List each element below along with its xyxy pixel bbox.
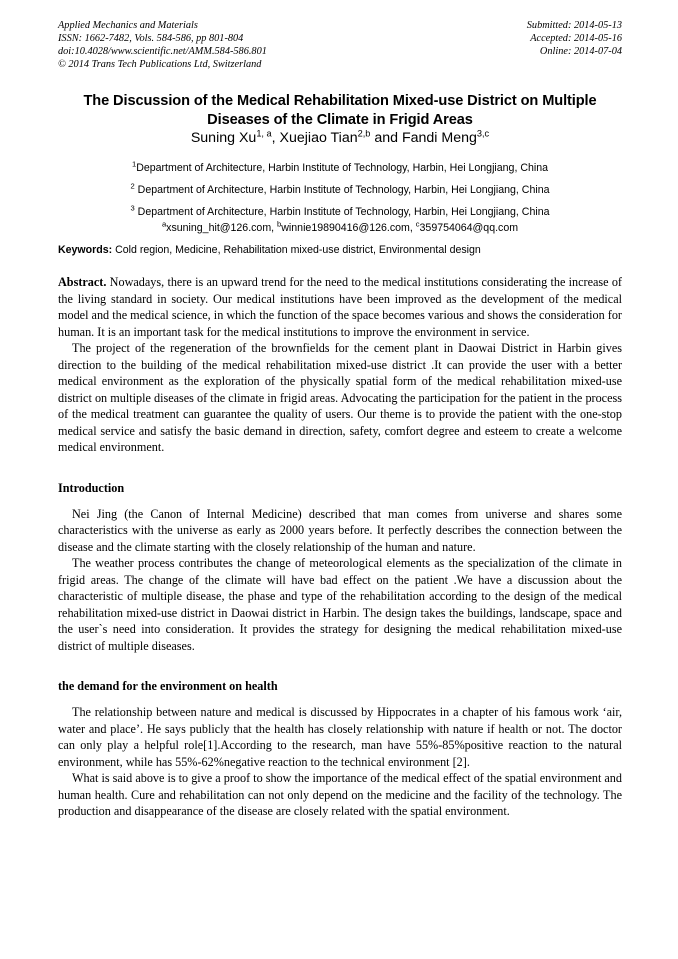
email-address[interactable]: winnie19890416@126.com [281, 222, 410, 234]
journal-header [58, 19, 622, 71]
author-name: Suning Xu [190, 130, 257, 146]
author-entry [191, 130, 272, 146]
email-address[interactable]: xsuning_hit@126.com [166, 222, 272, 234]
heading-spacer [58, 497, 622, 506]
affiliation-line [58, 201, 622, 223]
section-paragraph: What is said above is to give a proof to show the importance of the medical effect of the spatial environment and human health. Cure and rehabilitation can not only depend on the medicine and the facility of the technology. The production and disappearance of the disease are closely related with the spatial environment. [58, 771, 622, 819]
author-affiliation-marker: 1, a [256, 128, 272, 139]
author-name: Fandi Meng [401, 130, 477, 146]
email-separator: , [271, 222, 278, 234]
journal-header-row [58, 32, 622, 45]
page-title: The Discussion of the Medical Rehabilitation Mixed-use District on Multiple Diseases of the Climate in Frigid Areas [83, 92, 597, 129]
affiliation-line [58, 179, 622, 201]
email-line [58, 221, 622, 235]
abstract-paragraph: The project of the regeneration of the brownfields for the cement plant in Daowai District in Harbin gives direction to the building of the medical rehabilitation mixed-use district .It can provide the user with a better medical environment as the exploration of the physically spatial form of the medical rehabilitation mixed-use district on multiple diseases of the climate in frigid areas. Advocating the participation for the patient in the process of the medical treatment can guarantee the quality of users. Our theme is to provide the patient with the one-stop medical service and satisfy the basic demand in direction, safety, comfort degree and esteem to create a welcome medical environment. [58, 341, 622, 455]
abstract-paragraph [58, 274, 622, 340]
author-entry [402, 130, 489, 146]
online-date: Online: 2014-07-04 [539, 46, 622, 58]
email-marker: b [277, 219, 282, 229]
author-name: Xuejiao Tian [279, 130, 358, 146]
journal-header-row [58, 19, 622, 32]
email-address[interactable]: 359754064@qq.com [419, 222, 519, 234]
journal-header-row [58, 45, 622, 58]
author-separator: and [370, 130, 402, 146]
author-separator: , [271, 130, 280, 146]
section-heading-introduction: Introduction [58, 481, 125, 496]
affiliation-text: Department of Architecture, Harbin Institute of Technology, Harbin, Hei Longjiang, China [137, 206, 550, 218]
affiliation-marker: 1 [131, 159, 137, 169]
author-affiliation-marker: 2,b [357, 128, 371, 139]
accepted-date: Accepted: 2014-05-16 [530, 33, 622, 45]
keywords-label: Keywords: [58, 244, 113, 256]
submitted-date: Submitted: 2014-05-13 [526, 20, 622, 31]
affiliation-marker: 2 [130, 181, 135, 191]
keywords-value: Cold region, Medicine, Rehabilitation mixed-use district, Environmental design [112, 244, 481, 256]
author-list [58, 129, 622, 148]
affiliation-marker: 3 [130, 203, 135, 213]
article-body [58, 274, 622, 820]
affiliation-line [58, 157, 622, 179]
copyright-line: © 2014 Trans Tech Publications Ltd, Switzerland [58, 59, 262, 71]
section-heading-demand-for-environment-on-health: the demand for the environment on health [58, 679, 278, 694]
journal-header-row [58, 58, 622, 71]
heading-spacer [58, 695, 622, 704]
email-marker: c [415, 219, 420, 229]
email-separator: , [409, 222, 416, 234]
affiliation-text: Department of Architecture, Harbin Institute of Technology, Harbin, Hei Longjiang, China [136, 162, 549, 174]
section-paragraph: The weather process contributes the change of meteorological elements as the specialization of the climate in frigid areas. The change of the climate will have bad effect on the patient .We have a discussion about the characteristic of multiple disease, the phase and type of the rehabilitation according to the design of the medical rehabilitation mixed-use district in Daowai district in Harbin. The design takes the buildings, landscape, space and the user`s need into consideration. It provides the strategy for designing the medical rehabilitation mixed-use district of multiple diseases. [58, 556, 622, 653]
doi-link[interactable]: doi:10.4028/www.scientific.net/AMM.584-586.801 [58, 46, 267, 58]
section-paragraph: Nei Jing (the Canon of Internal Medicine) described that man comes from universe and shares some characteristics with the universe as early as 2000 years before. It perfectly describes the connection between the disease and the climate starting with the closely relationship of the human and nature. [58, 506, 622, 554]
affiliation-text: Department of Architecture, Harbin Institute of Technology, Harbin, Hei Longjiang, China [137, 184, 550, 196]
abstract-text: Nowadays, there is an upward trend for the need to the medical institutions considerating the increase of the living standard in society. Our medical institutions have been improved as the development of the medical model and the medical science, in which the function of the space becomes various and shows the consideration for human. It is an important task for the medical institutions to improve the environment in service. [58, 275, 622, 339]
section-spacer [58, 654, 622, 678]
email-marker: a [161, 219, 167, 229]
author-affiliation-marker: 3,c [476, 128, 490, 139]
abstract-label: Abstract. [58, 275, 107, 289]
author-entry [280, 130, 371, 146]
issn-volume-pages: ISSN: 1662-7482, Vols. 584-586, pp 801-804 [58, 33, 244, 45]
affiliation-list [58, 157, 622, 235]
journal-name: Applied Mechanics and Materials [58, 20, 198, 31]
section-paragraph: The relationship between nature and medical is discussed by Hippocrates in a chapter of his famous work ‘air, water and place’. He says publicly that the health has closely relationship with nature if health or not. The doctor can only play a helpful role[1].According to the research, man have 55%-85%positive reaction to the natural environment, while has 55%-62%negative reaction to the technical environment [2]. [58, 705, 622, 769]
keywords-line [58, 243, 622, 257]
section-spacer [58, 456, 622, 480]
